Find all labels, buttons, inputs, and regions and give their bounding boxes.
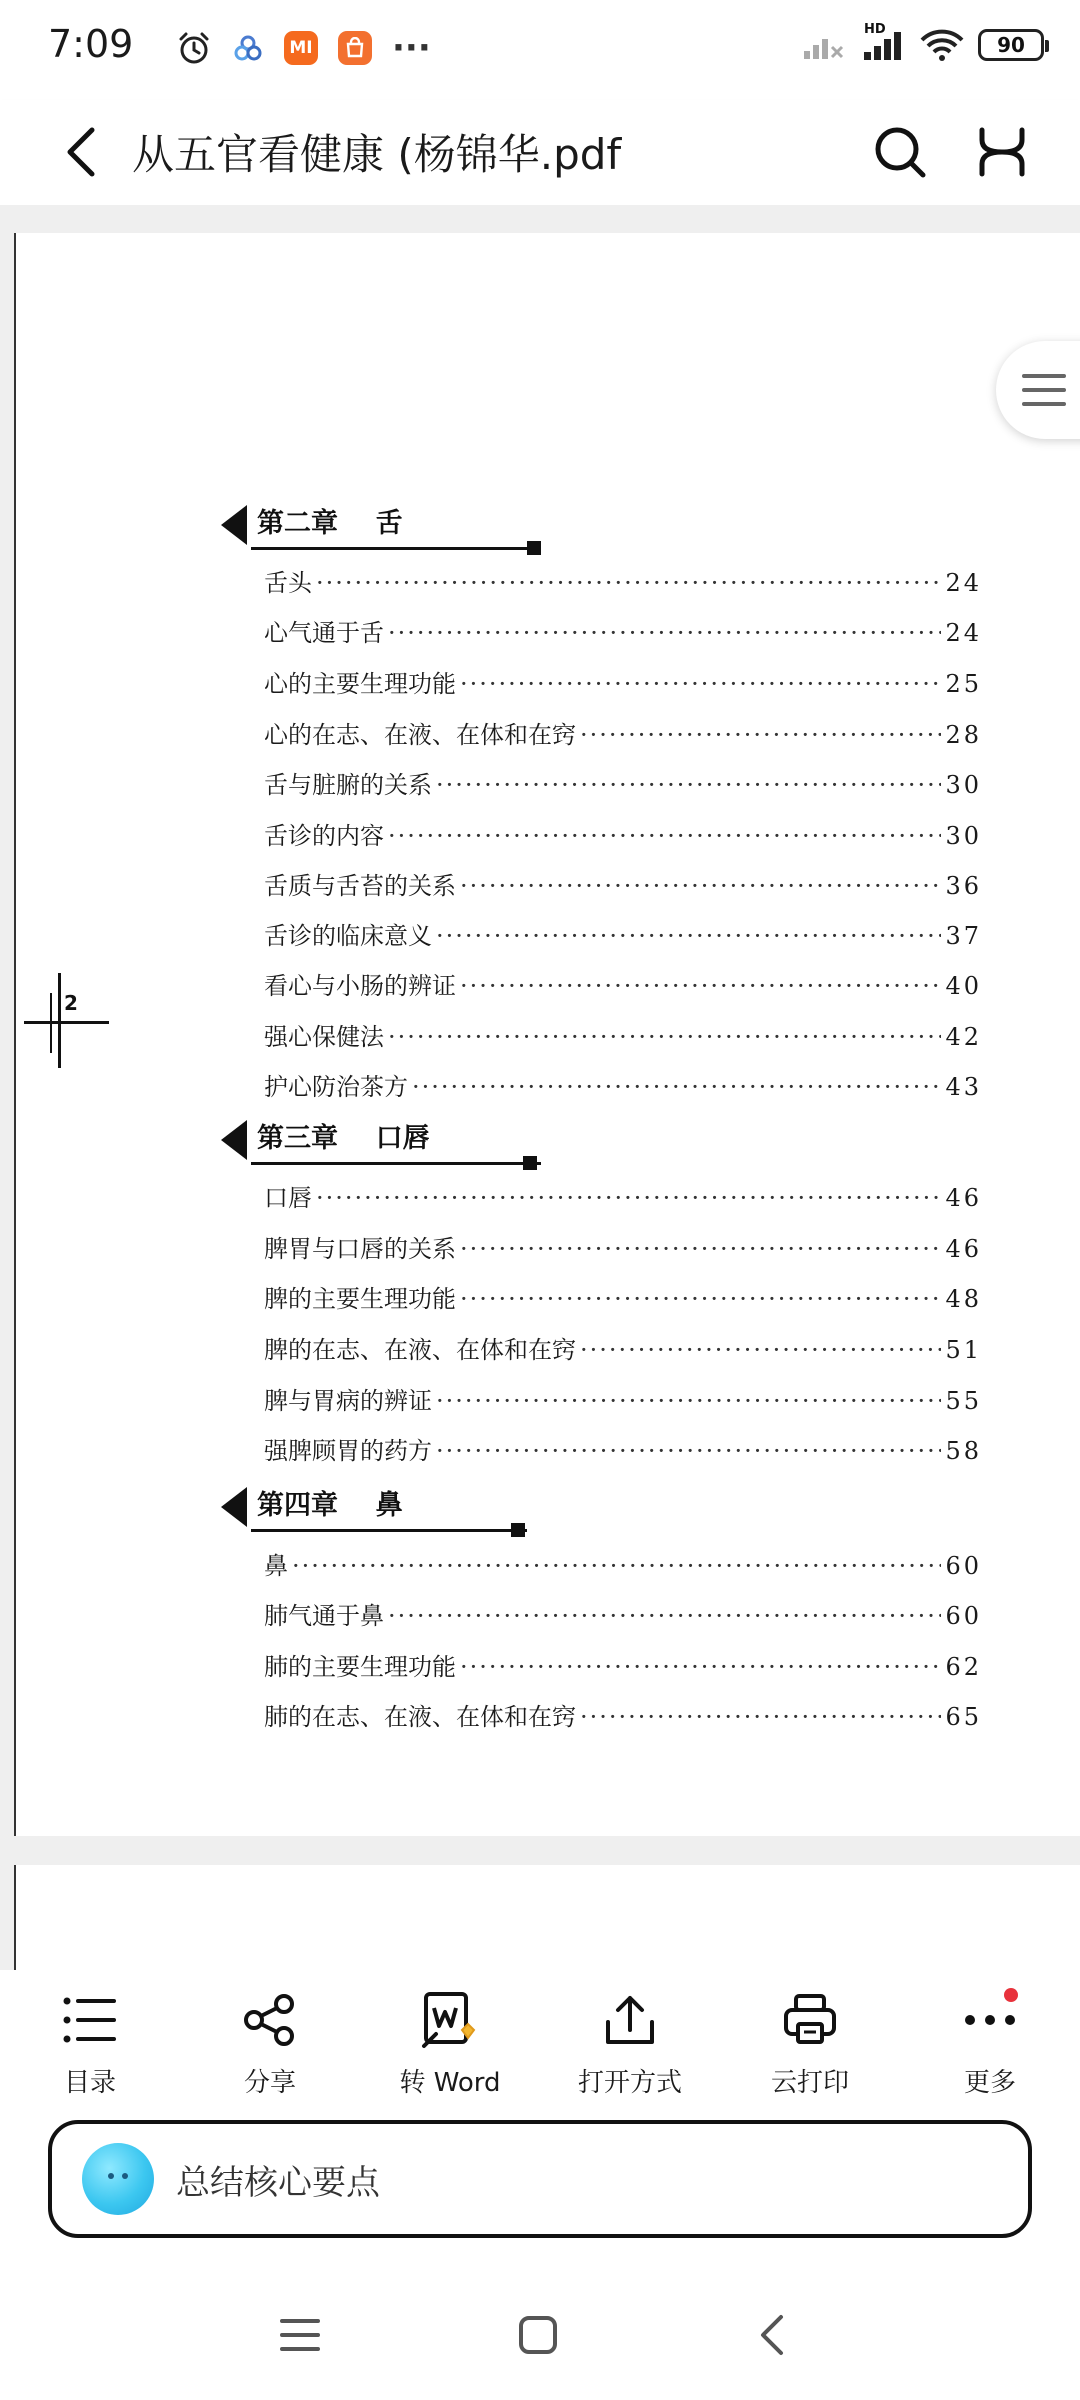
system-navigation-bar [0,2270,1080,2400]
toc-list-icon [60,1990,120,2050]
toc-entry-title: 脾的主要生理功能 [264,1285,456,1313]
reading-mode-button[interactable] [970,120,1034,184]
toc-leader-dots [292,1552,941,1580]
toc-entry[interactable] [264,1178,982,1212]
document-title: 从五官看健康 (杨锦华.pdf [132,130,622,179]
menu-lines-icon [1022,372,1066,408]
toc-entry-page: 46 [945,1184,982,1212]
chapter-marker [221,1120,247,1160]
toc-leader-dots [580,1703,941,1731]
cloud-print-label: 云打印 [770,2068,849,2098]
toc-entry-page: 58 [945,1437,982,1465]
table-of-contents [16,233,1080,1836]
toc-button[interactable] [10,1990,170,2110]
share-button[interactable] [190,1990,350,2110]
toc-button-label: 目录 [63,2068,116,2098]
toc-entry-page: 43 [945,1073,982,1101]
toc-leader-dots [460,972,941,1000]
signal-weak-icon [802,29,846,61]
toc-entry[interactable] [264,1067,982,1101]
more-button[interactable] [910,1990,1070,2110]
ai-assistant-avatar [82,2143,154,2215]
toc-entry-page: 30 [945,771,982,799]
toc-leader-dots [460,1653,941,1681]
convert-word-icon [420,1990,480,2050]
shop-app-icon [338,31,372,65]
app-header [0,100,1080,205]
toc-entry-title: 强脾顾胃的药方 [264,1437,432,1465]
toc-leader-dots [460,1285,941,1313]
toc-entry[interactable] [264,1017,982,1051]
share-button-label: 分享 [243,2068,296,2098]
recents-icon [280,2317,320,2353]
alarm-icon [176,30,212,66]
nav-back-button[interactable] [737,2300,807,2370]
notification-icons [176,28,431,68]
ai-summary-label: 总结核心要点 [176,2162,380,2203]
toc-entry[interactable] [264,765,982,799]
battery-indicator: 90 [978,29,1044,61]
open-with-icon [600,1990,660,2050]
bottom-toolbar [0,1970,1080,2120]
toc-entry-page: 62 [945,1653,982,1681]
search-button[interactable] [868,120,932,184]
toc-entry-page: 24 [945,569,982,597]
toc-entry[interactable] [264,966,982,1000]
toc-leader-dots [460,670,941,698]
toc-entry[interactable] [264,664,982,698]
toc-entry-title: 舌诊的内容 [264,822,384,850]
toc-entry-page: 60 [945,1552,982,1580]
reading-mode-icon [976,126,1028,178]
toc-entry-page: 40 [945,972,982,1000]
chapter-heading [221,1116,551,1172]
toc-leader-dots [436,922,941,950]
toc-entry-title: 脾胃与口唇的关系 [264,1235,456,1263]
chapter-heading [221,1483,551,1539]
more-icon [960,1990,1020,2050]
cloud-app-icon [232,32,264,64]
chapter-underline [251,1529,527,1532]
toc-entry[interactable] [264,613,982,647]
toc-leader-dots [436,1387,941,1415]
status-bar [0,0,1080,100]
toc-entry[interactable] [264,1697,982,1731]
toc-entry[interactable] [264,1431,982,1465]
toc-entry-title: 肺的在志、在液、在体和在窍 [264,1703,576,1731]
convert-word-label: 转 Word [399,2068,501,2098]
toc-entry-title: 护心防治茶方 [264,1073,408,1101]
toc-entry-page: 46 [945,1235,982,1263]
open-with-button[interactable] [550,1990,710,2110]
share-icon [240,1990,300,2050]
chapter-underline [251,1162,541,1165]
toc-leader-dots [580,1336,941,1364]
toc-leader-dots [460,872,941,900]
toc-entry-page: 37 [945,922,982,950]
toc-entry[interactable] [264,1381,982,1415]
toc-entry[interactable] [264,1546,982,1580]
toc-entry[interactable] [264,715,982,749]
chapter-marker [221,1487,247,1527]
page-number-mark: 2 [64,991,78,1015]
toc-entry-title: 脾的在志、在液、在体和在窍 [264,1336,576,1364]
toc-entry-title: 看心与小肠的辨证 [264,972,456,1000]
toc-entry-page: 65 [945,1703,982,1731]
home-icon [518,2315,558,2355]
home-button[interactable] [503,2300,573,2370]
toc-entry-title: 鼻 [264,1552,288,1580]
toc-entry-title: 强心保健法 [264,1023,384,1051]
chapter-underline-end [527,541,541,555]
toc-entry-page: 25 [945,670,982,698]
toc-entry-title: 心气通于舌 [264,619,384,647]
toc-entry-page: 42 [945,1023,982,1051]
back-icon [757,2313,787,2357]
toc-leader-dots [388,1023,941,1051]
toc-entry-page: 55 [945,1387,982,1415]
toc-entry-title: 舌头 [264,569,312,597]
toc-entry-page: 48 [945,1285,982,1313]
toc-entry[interactable] [264,916,982,950]
chapter-title: 第二章 舌 [257,508,403,539]
status-time: 7:09 [48,22,134,66]
toc-leader-dots [316,569,941,597]
print-icon [780,1990,840,2050]
toc-leader-dots [316,1184,941,1212]
toc-leader-dots [388,822,941,850]
toc-entry-page: 51 [945,1336,982,1364]
pdf-page[interactable] [14,233,1080,1836]
toc-entry-title: 肺的主要生理功能 [264,1653,456,1681]
toc-entry[interactable] [264,1330,982,1364]
toc-entry-title: 脾与胃病的辨证 [264,1387,432,1415]
toc-leader-dots [580,721,941,749]
toc-entry[interactable] [264,866,982,900]
toc-entry-title: 舌质与舌苔的关系 [264,872,456,900]
pdf-next-page[interactable] [14,1865,1080,1970]
hd-label: HD [864,22,886,37]
mi-app-icon: MI [284,31,318,65]
notification-dot [1004,1988,1018,2002]
chapter-heading [221,501,551,557]
chevron-left-icon [62,124,102,180]
toc-leader-dots [388,1602,941,1630]
convert-word-button[interactable] [370,1990,530,2110]
toc-entry-page: 24 [945,619,982,647]
back-button[interactable] [52,122,112,182]
toc-entry[interactable] [264,1229,982,1263]
toc-entry[interactable] [264,1647,982,1681]
toc-entry-page: 30 [945,822,982,850]
toc-leader-dots [436,771,941,799]
toc-entry[interactable] [264,1279,982,1313]
system-icons [802,22,1044,62]
toc-entry[interactable] [264,563,982,597]
page-registration-mark [24,973,114,1073]
more-button-label: 更多 [963,2068,1016,2098]
chapter-underline-end [511,1523,525,1537]
crop-mark-line [24,1021,109,1024]
toc-entry-title: 心的主要生理功能 [264,670,456,698]
pdf-viewer[interactable] [0,205,1080,1970]
toc-leader-dots [460,1235,941,1263]
toc-entry-page: 60 [945,1602,982,1630]
recents-button[interactable] [265,2300,335,2370]
toc-leader-dots [388,619,941,647]
toc-entry-title: 舌与脏腑的关系 [264,771,432,799]
ai-summary-button[interactable] [48,2120,1032,2238]
toc-entry-title: 口唇 [264,1184,312,1212]
chapter-underline-end [523,1156,537,1170]
chapter-title: 第三章 口唇 [257,1123,430,1154]
toc-entry-title: 心的在志、在液、在体和在窍 [264,721,576,749]
chapter-marker [221,505,247,545]
toc-leader-dots [412,1073,941,1101]
chapter-title: 第四章 鼻 [257,1490,403,1521]
wifi-icon [920,28,964,62]
open-with-label: 打开方式 [577,2068,682,2098]
toc-entry-title: 肺气通于鼻 [264,1602,384,1630]
cloud-print-button[interactable] [730,1990,890,2110]
toc-entry-page: 28 [945,721,982,749]
signal-hd-icon [860,22,906,62]
chapter-underline [251,547,541,550]
toc-entry-page: 36 [945,872,982,900]
more-notifications-icon: ··· [392,28,431,68]
search-icon [872,124,928,180]
toc-entry-title: 舌诊的临床意义 [264,922,432,950]
toc-entry[interactable] [264,816,982,850]
toc-entry[interactable] [264,1596,982,1630]
toc-leader-dots [436,1437,941,1465]
